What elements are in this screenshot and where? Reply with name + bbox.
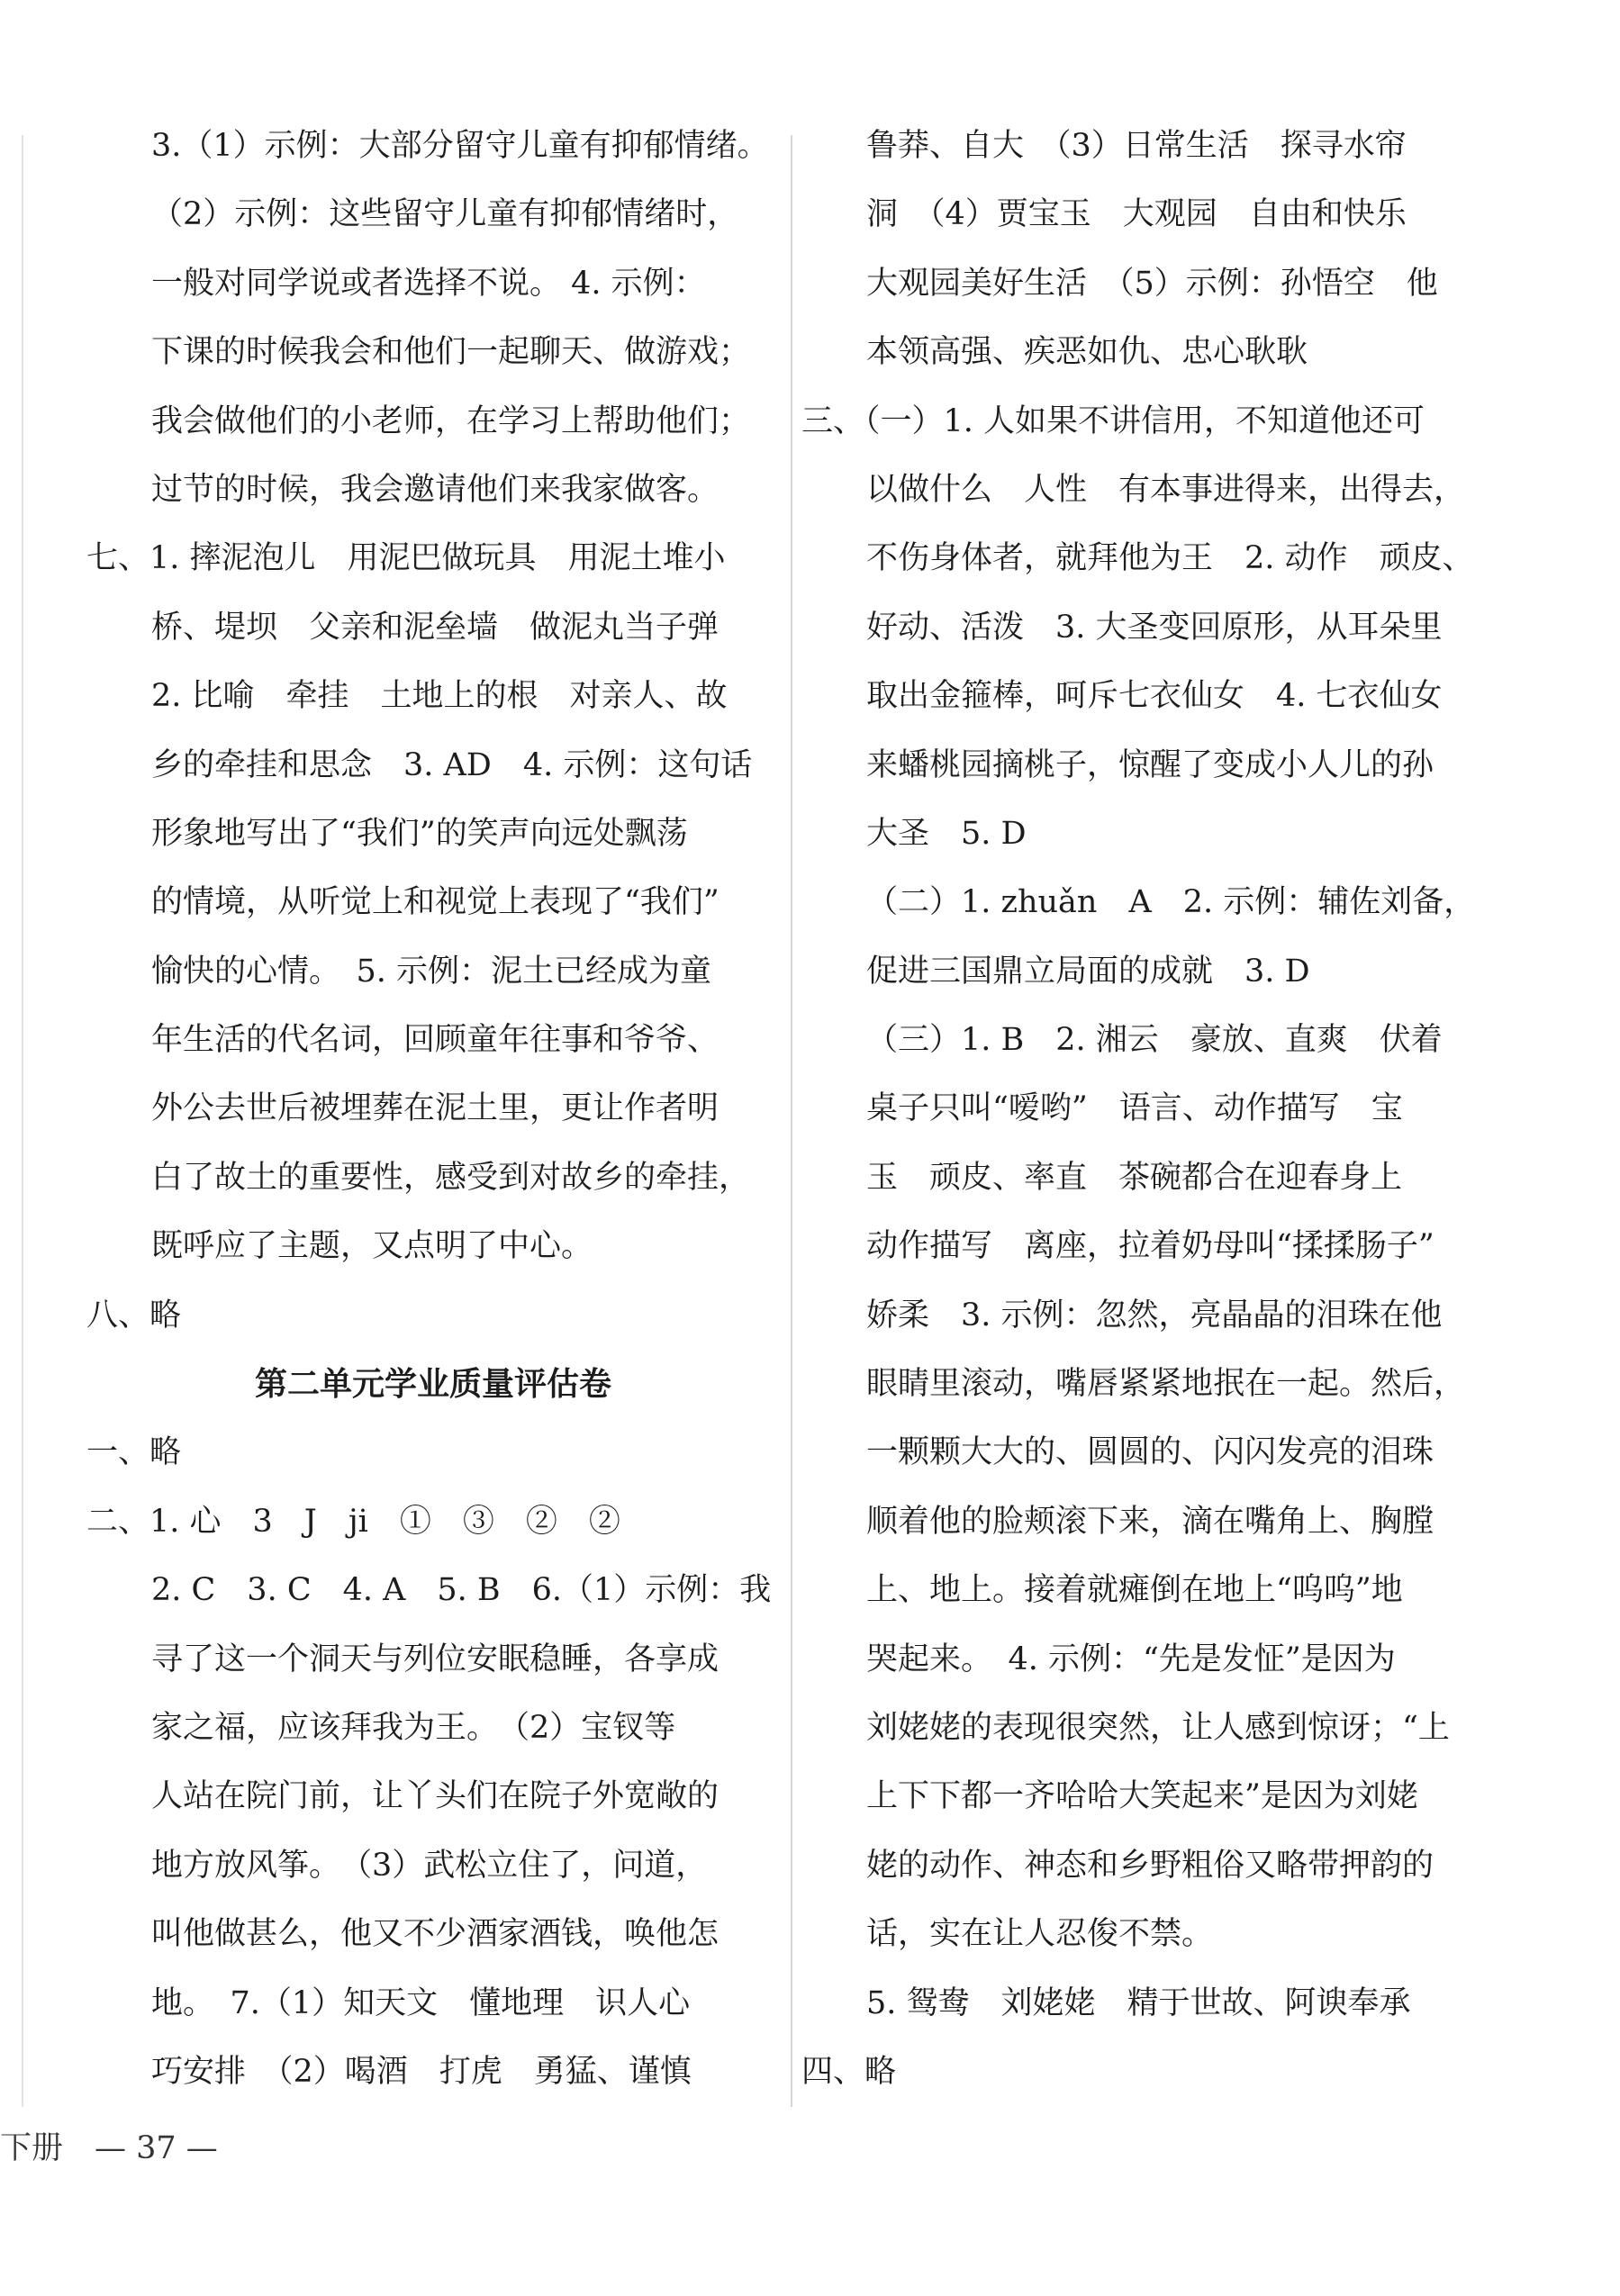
answer-line: 白了故土的重要性，感受到对故乡的牵挂， xyxy=(151,1159,751,1196)
answer-line: 本领高强、疾恶如仇、忠心耿耿 xyxy=(866,334,1308,371)
answer-line: 顺着他的脸颊滚下来，滴在嘴角上、胸膛 xyxy=(866,1503,1434,1540)
answer-line: 3.（1）示例：大部分留守儿童有抑郁情绪。 xyxy=(151,128,769,164)
answer-line: 好动、活泼 3. 大圣变回原形，从耳朵里 xyxy=(866,609,1443,646)
answer-line: 5. 鸳鸯 刘姥姥 精于世故、阿谀奉承 xyxy=(866,1984,1411,2021)
answer-line: 形象地写出了“我们”的笑声向远处飘荡 xyxy=(151,815,688,852)
answer-line: （2）示例：这些留守儿童有抑郁情绪时， xyxy=(151,196,739,233)
answer-line: 人站在院门前，让丫头们在院子外宽敞的 xyxy=(151,1778,719,1815)
answer-line: 以做什么 人性 有本事进得来，出得去， xyxy=(866,471,1466,508)
answer-line: 鲁莽、自大 （3）日常生活 探寻水帘 xyxy=(866,128,1407,164)
answer-line: 大圣 5. D xyxy=(866,815,1027,852)
answer-line: 大观园美好生活 （5）示例：孙悟空 他 xyxy=(866,265,1438,302)
answer-line: 地方放风筝。 （3）武松立住了，问道， xyxy=(151,1847,708,1884)
answer-line: 话，实在让人忍俊不禁。 xyxy=(866,1916,1214,1953)
answer-line: 玉 顽皮、率直 茶碗都合在迎春身上 xyxy=(866,1159,1403,1196)
answer-line: 愉快的心情。 5. 示例：泥土已经成为童 xyxy=(151,953,712,990)
answer-line: 叫他做甚么，他又不少酒家酒钱，唤他怎 xyxy=(151,1916,719,1953)
answer-line: 取出金箍棒，呵斥七衣仙女 4. 七衣仙女 xyxy=(866,678,1443,715)
answer-line: 我会做他们的小老师，在学习上帮助他们； xyxy=(151,402,751,439)
answer-line: 四、略 xyxy=(801,2053,897,2090)
binding-edge-line xyxy=(22,135,23,2107)
answer-line: 的情境，从听觉上和视觉上表现了“我们” xyxy=(151,884,719,921)
answer-line: 上下下都一齐哈哈大笑起来”是因为刘姥 xyxy=(866,1778,1418,1815)
answer-line: 一颗颗大大的、圆圆的、闪闪发亮的泪珠 xyxy=(866,1434,1434,1471)
answer-line: 姥的动作、神态和乡野粗俗又略带押韵的 xyxy=(866,1847,1434,1884)
answer-line: 地。 7.（1）知天文 懂地理 识人心 xyxy=(151,1984,691,2021)
answer-line: 2. 比喻 牵挂 土地上的根 对亲人、故 xyxy=(151,678,728,715)
left-column xyxy=(86,112,780,2106)
answer-line: 眼睛里滚动，嘴唇紧紧地抿在一起。然后， xyxy=(866,1366,1466,1403)
answer-line: 八、略 xyxy=(86,1297,182,1333)
answer-line: 桌子只叫“嗳哟” 语言、动作描写 宝 xyxy=(866,1090,1403,1127)
answer-line: 家之福，应该拜我为王。 （2）宝钗等 xyxy=(151,1709,676,1746)
page-footer: 下册 — 37 — xyxy=(0,2130,218,2166)
answer-line: 既呼应了主题，又点明了中心。 xyxy=(151,1228,593,1265)
answer-line: 来蟠桃园摘桃子，惊醒了变成小人儿的孙 xyxy=(866,746,1434,783)
answer-line: 动作描写 离座，拉着奶母叫“揉揉肠子” xyxy=(866,1228,1434,1265)
answer-line: 过节的时候，我会邀请他们来我家做客。 xyxy=(151,471,719,508)
answer-line: 促进三国鼎立局面的成就 3. D xyxy=(866,953,1310,990)
answer-line: 一般对同学说或者选择不说。 4. 示例： xyxy=(151,265,706,302)
answer-line: 上、地上。接着就瘫倒在地上“呜呜”地 xyxy=(866,1572,1403,1609)
answer-line: 不伤身体者，就拜他为王 2. 动作 顽皮、 xyxy=(866,540,1474,577)
answer-line: 二、1. 心 3 J ji ① ③ ② ② xyxy=(86,1503,620,1540)
answer-line: 娇柔 3. 示例：忽然，亮晶晶的泪珠在他 xyxy=(866,1297,1443,1333)
answer-line: 哭起来。 4. 示例：“先是发怔”是因为 xyxy=(866,1641,1396,1677)
answer-line: （二）1. zhuǎn A 2. 示例：辅佐刘备， xyxy=(866,884,1476,921)
answer-line: 年生活的代名词，回顾童年往事和爷爷、 xyxy=(151,1022,719,1059)
section-title: 第二单元学业质量评估卷 xyxy=(254,1365,611,1404)
right-column xyxy=(801,112,1522,2106)
answer-line: 桥、堤坝 父亲和泥垒墙 做泥丸当子弹 xyxy=(151,609,719,646)
answer-line: 三、（一）1. 人如果不讲信用，不知道他还可 xyxy=(801,402,1425,439)
answer-line: 一、略 xyxy=(86,1434,182,1471)
answer-line: 洞 （4）贾宝玉 大观园 自由和快乐 xyxy=(866,196,1407,233)
answer-line: 七、1. 摔泥泡儿 用泥巴做玩具 用泥土堆小 xyxy=(86,540,726,577)
answer-line: （三）1. B 2. 湘云 豪放、直爽 伏着 xyxy=(866,1022,1443,1059)
answer-line: 刘姥姥的表现很突然，让人感到惊讶；“上 xyxy=(866,1709,1450,1746)
answer-line: 下课的时候我会和他们一起聊天、做游戏； xyxy=(151,334,751,371)
column-divider xyxy=(791,135,792,2107)
answer-line: 寻了这一个洞天与列位安眠稳睡，各享成 xyxy=(151,1641,719,1677)
answer-line: 2. C 3. C 4. A 5. B 6.（1）示例：我 xyxy=(151,1572,772,1609)
answer-line: 外公去世后被埋葬在泥土里，更让作者明 xyxy=(151,1090,719,1127)
answer-line: 巧安排 （2）喝酒 打虎 勇猛、谨慎 xyxy=(151,2053,692,2090)
answer-line: 乡的牵挂和思念 3. AD 4. 示例：这句话 xyxy=(151,746,753,783)
